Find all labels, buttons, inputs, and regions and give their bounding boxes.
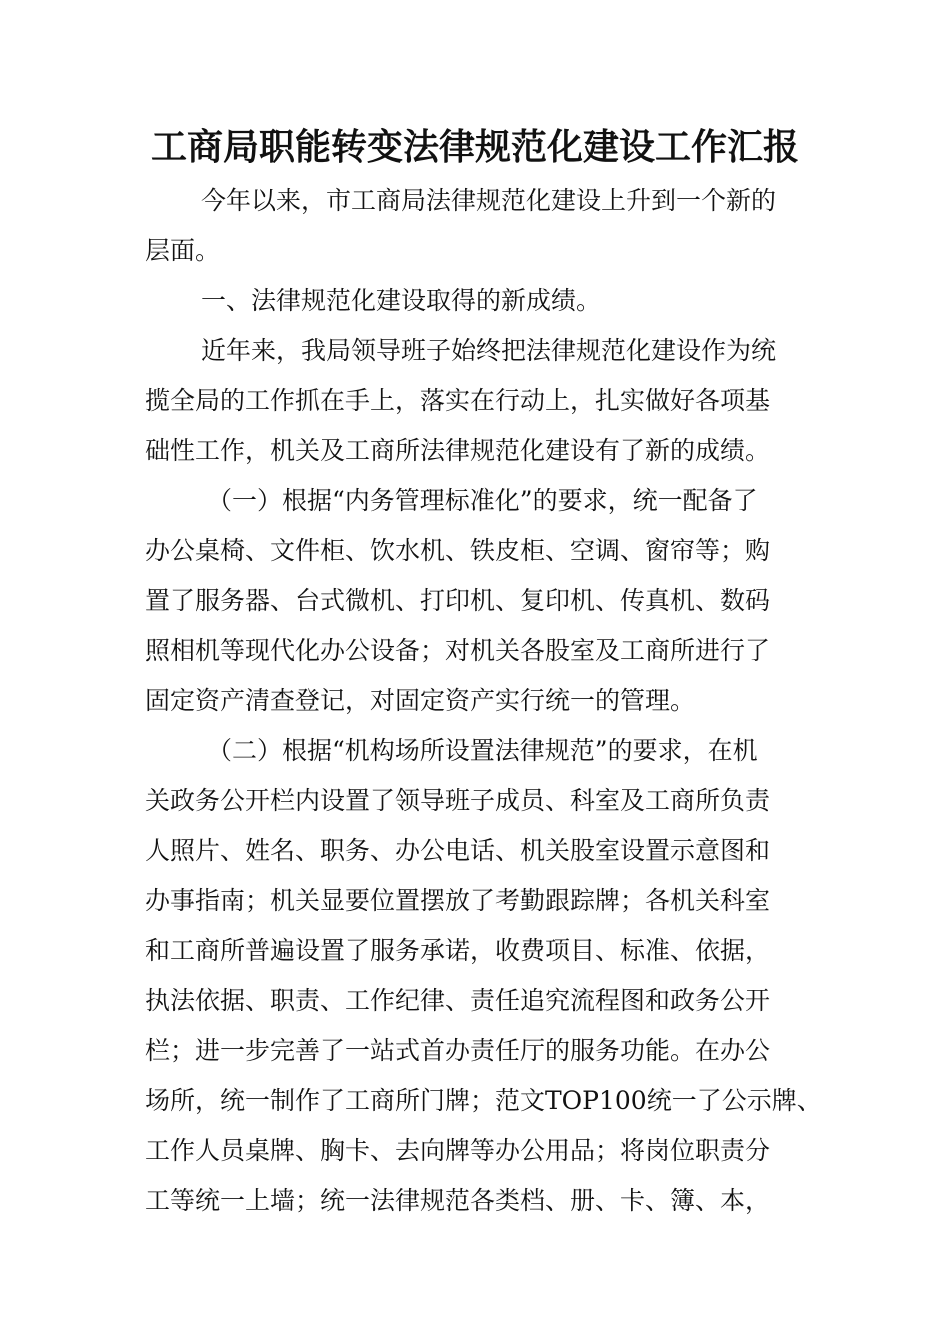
paragraph-line: 办事指南；机关显要位置摆放了考勤跟踪牌；各机关科室 xyxy=(145,886,771,915)
paragraph-line: 照相机等现代化办公设备；对机关各股室及工商所进行了 xyxy=(145,636,771,665)
paragraph-line: 础性工作，机关及工商所法律规范化建设有了新的成绩。 xyxy=(145,436,771,465)
document-body xyxy=(145,176,825,1226)
paragraph-line: 固定资产清查登记，对固定资产实行统一的管理。 xyxy=(145,686,696,715)
paragraph-line: 和工商所普遍设置了服务承诺，收费项目、标准、依据， xyxy=(145,936,771,965)
paragraph-line: 工等统一上墙；统一法律规范各类档、册、卡、簿、本， xyxy=(145,1186,771,1215)
paragraph-line: 栏；进一步完善了一站式首办责任厅的服务功能。在办公 xyxy=(145,1036,771,1065)
paragraph-line: 近年来，我局领导班子始终把法律规范化建设作为统 xyxy=(201,336,777,365)
paragraph-line: 今年以来，市工商局法律规范化建设上升到一个新的 xyxy=(201,186,777,215)
paragraph-line: （二）根据“机构场所设置法律规范”的要求，在机 xyxy=(207,736,758,765)
paragraph-line: 执法依据、职责、工作纪律、责任追究流程图和政务公开 xyxy=(145,986,771,1015)
paragraph-line: 揽全局的工作抓在手上，落实在行动上，扎实做好各项基 xyxy=(145,386,771,415)
paragraph-line: 办公桌椅、文件柜、饮水机、铁皮柜、空调、窗帘等；购 xyxy=(145,536,771,565)
paragraph-line: 层面。 xyxy=(145,236,221,265)
paragraph-line: 人照片、姓名、职务、办公电话、机关股室设置示意图和 xyxy=(145,836,771,865)
paragraph-line: 置了服务器、台式微机、打印机、复印机、传真机、数码 xyxy=(145,586,771,615)
paragraph-line: 关政务公开栏内设置了领导班子成员、科室及工商所负责 xyxy=(145,786,771,815)
paragraph-line: 场所，统一制作了工商所门牌；范文TOP100统一了公示牌、 xyxy=(145,1086,822,1115)
paragraph-line: （一）根据“内务管理标准化”的要求，统一配备了 xyxy=(207,486,758,515)
paragraph-line: 工作人员桌牌、胸卡、去向牌等办公用品；将岗位职责分 xyxy=(145,1136,771,1165)
document-title: 工商局职能转变法律规范化建设工作汇报 xyxy=(150,127,799,168)
section-heading: 一、法律规范化建设取得的新成绩。 xyxy=(201,286,602,315)
